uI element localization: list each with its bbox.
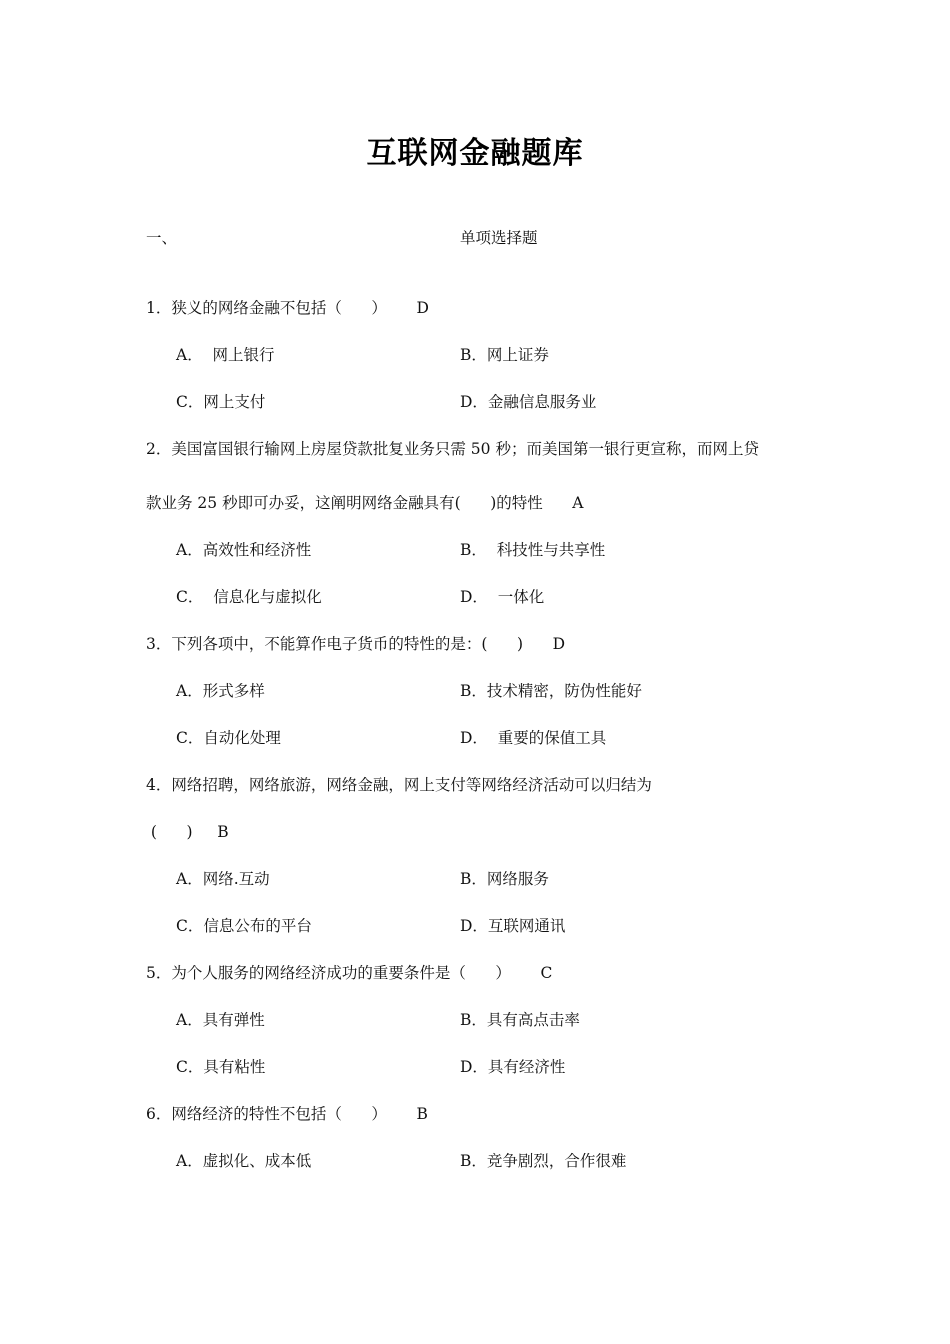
question-5-option-d: D．具有经济性	[460, 1058, 566, 1076]
question-4-stem-line-2: ( ) B	[146, 823, 229, 841]
question-6-option-b: B．竞争剧烈，合作很难	[460, 1152, 627, 1170]
question-1-option-a: A． 网上银行	[176, 346, 275, 364]
question-3-stem: 3．下列各项中，不能算作电子货币的特性的是：( ) D	[146, 635, 566, 653]
section-number: 一、	[146, 229, 178, 247]
question-5-option-c: C．具有粘性	[176, 1058, 266, 1076]
question-2-option-b: B． 科技性与共享性	[460, 541, 606, 559]
section-title: 单项选择题	[460, 229, 538, 247]
question-4-option-b: B．网络服务	[460, 870, 549, 888]
question-3-option-b: B．技术精密，防伪性能好	[460, 682, 642, 700]
question-2-stem-line-1: 2．美国富国银行输网上房屋贷款批复业务只需 50 秒；而美国第一银行更宣称，而网上贷	[146, 440, 759, 458]
question-4-option-a: A．网络.互动	[176, 870, 270, 888]
question-1-option-b: B．网上证券	[460, 346, 549, 364]
question-3-option-a: A．形式多样	[176, 682, 265, 700]
question-6-stem: 6．网络经济的特性不包括（ ） B	[146, 1105, 428, 1123]
question-5-stem: 5．为个人服务的网络经济成功的重要条件是（ ） C	[146, 964, 553, 982]
question-2-option-d: D． 一体化	[460, 588, 545, 606]
question-2-option-a: A．高效性和经济性	[176, 541, 312, 559]
question-5-option-b: B．具有高点击率	[460, 1011, 580, 1029]
question-3-option-c: C．自动化处理	[176, 729, 281, 747]
question-3-option-d: D． 重要的保值工具	[460, 729, 607, 747]
question-2-option-c: C． 信息化与虚拟化	[176, 588, 322, 606]
question-2-stem-line-2: 款业务 25 秒即可办妥，这阐明网络金融具有( )的特性 A	[146, 494, 584, 512]
question-4-stem-line-1: 4．网络招聘，网络旅游，网络金融，网上支付等网络经济活动可以归结为	[146, 776, 652, 794]
question-6-option-a: A．虚拟化、成本低	[176, 1152, 312, 1170]
question-1-option-d: D．金融信息服务业	[460, 393, 597, 411]
document-title: 互联网金融题库	[366, 136, 584, 171]
question-1-stem: 1．狭义的网络金融不包括（ ） D	[146, 299, 429, 317]
question-1-option-c: C．网上支付	[176, 393, 266, 411]
question-5-option-a: A．具有弹性	[176, 1011, 265, 1029]
question-4-option-c: C．信息公布的平台	[176, 917, 312, 935]
question-4-option-d: D．互联网通讯	[460, 917, 566, 935]
